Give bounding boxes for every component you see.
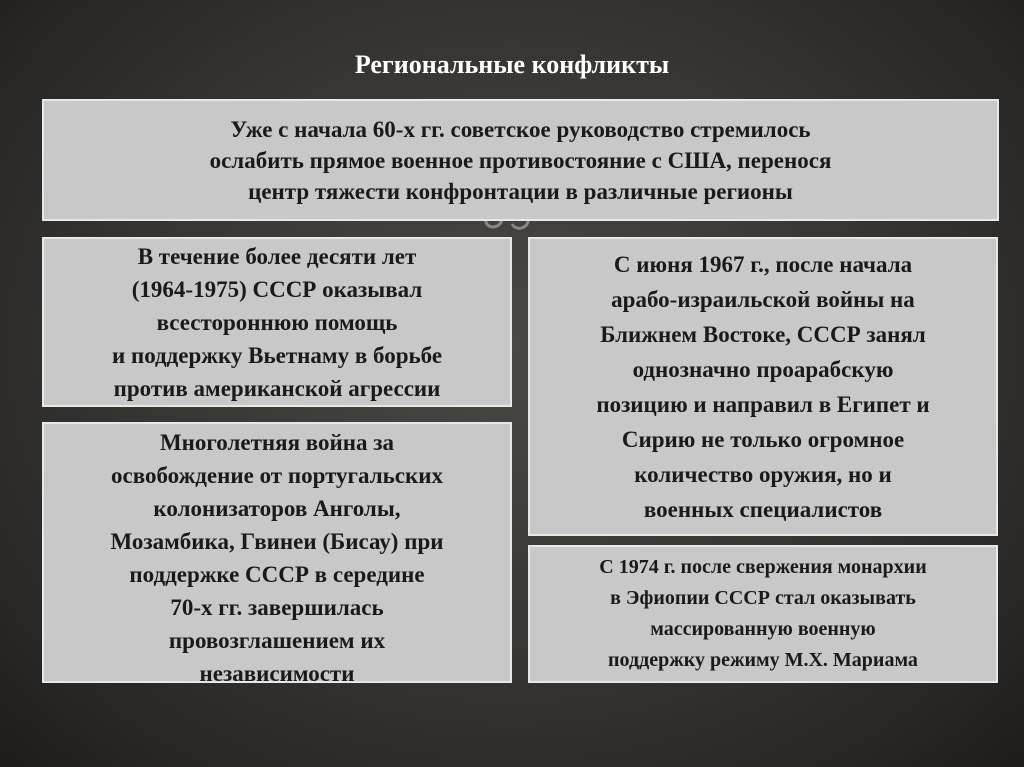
africa-box: [42, 422, 512, 686]
middle-east-box: [528, 237, 998, 536]
ethiopia-box: [528, 545, 998, 683]
vietnam-box: [42, 237, 512, 407]
intro-text: Уже с начала 60-х гг. советское руководство стремилось ослабить прямое военное противостояние с США, перенося центр тяжести конфронтации в различные регионы: [209, 116, 832, 204]
intro-box: [42, 99, 999, 221]
vietnam-text: В течение более десяти лет (1964-1975) СССР оказывал всестороннюю помощь и поддержку Вьетнаму в борьбе против американской агрессии: [111, 243, 443, 401]
middle-east-text: С июня 1967 г., после начала арабо-израильской войны на Ближнем Востоке, СССР занял однозначно проарабскую позицию и направил в Египет и Сирию не только огромное количество оружия, но и военных специалистов: [596, 251, 930, 522]
africa-text: Многолетняя война за освобождение от португальских колонизаторов Анголы, Мозамбика, Гвинеи (Бисау) при поддержке СССР в середине 70-х гг. завершилась провозглашением их независимости: [110, 430, 444, 686]
slide-title: Региональные конфликты: [354, 50, 670, 79]
ethiopia-text: С 1974 г. после свержения монархии в Эфиопии СССР стал оказывать массированную военную поддержку режиму М.Х. Мариама: [599, 556, 927, 671]
